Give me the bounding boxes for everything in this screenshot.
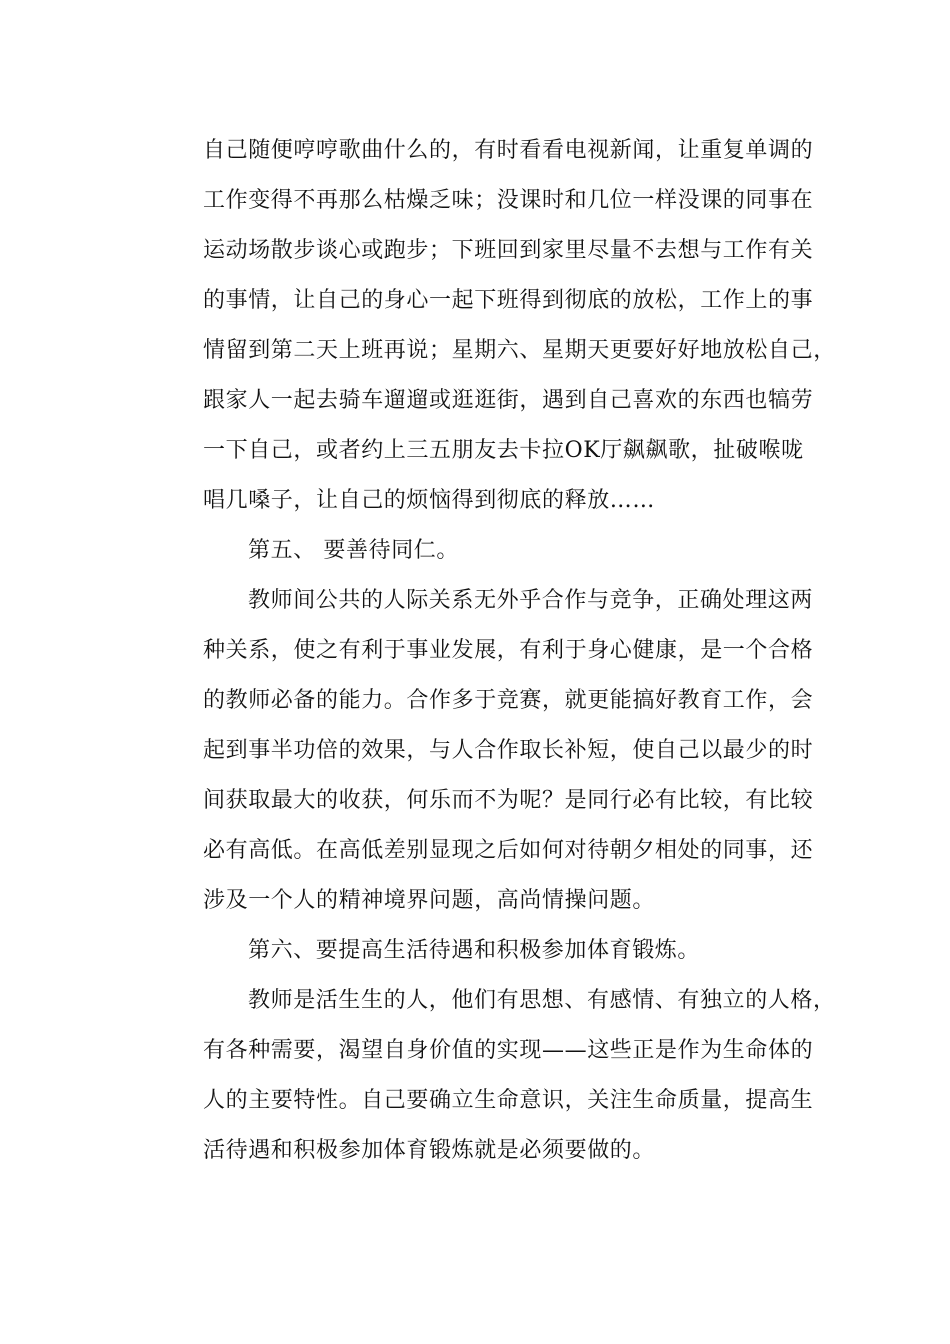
text-line: 涉及一个人的精神境界问题，高尚情操问题。 <box>203 888 656 913</box>
text-line: 一下自己，或者约上三五朋友去卡拉OK厅飙飙歌，扯破喉咙 <box>203 438 804 463</box>
text-line: 的教师必备的能力。合作多于竞赛，就更能搞好教育工作，会 <box>203 688 814 713</box>
text-line: 唱几嗓子，让自己的烦恼得到彻底的释放…… <box>203 488 656 513</box>
text-line: 跟家人一起去骑车遛遛或逛逛街，遇到自己喜欢的东西也犒劳 <box>203 388 814 413</box>
text-line: 教师是活生生的人，他们有思想、有感情、有独立的人格， <box>248 988 836 1013</box>
text-line: 人的主要特性。自己要确立生命意识，关注生命质量，提高生 <box>203 1088 814 1113</box>
section-heading: 第六、要提高生活待遇和积极参加体育锻炼。 <box>248 938 701 963</box>
text-line: 种关系，使之有利于事业发展，有利于身心健康，是一个合格 <box>203 638 814 663</box>
text-line: 自己随便哼哼歌曲什么的，有时看看电视新闻，让重复单调的 <box>203 138 814 163</box>
text-line: 的事情，让自己的身心一起下班得到彻底的放松，工作上的事 <box>203 288 814 313</box>
text-line: 有各种需要，渴望自身价值的实现——这些正是作为生命体的 <box>203 1038 814 1063</box>
text-line: 情留到第二天上班再说；星期六、星期天更要好好地放松自己， <box>203 338 836 363</box>
text-line: 教师间公共的人际关系无外乎合作与竞争，正确处理这两 <box>248 588 814 613</box>
text-line: 运动场散步谈心或跑步；下班回到家里尽量不去想与工作有关 <box>203 238 814 263</box>
section-heading: 第五、 要善待同仁。 <box>248 538 459 563</box>
text-line: 起到事半功倍的效果，与人合作取长补短，使自己以最少的时 <box>203 738 814 763</box>
text-line: 活待遇和积极参加体育锻炼就是必须要做的。 <box>203 1138 656 1163</box>
text-line: 间获取最大的收获，何乐而不为呢？是同行必有比较，有比较 <box>203 788 814 813</box>
text-line: 工作变得不再那么枯燥乏味；没课时和几位一样没课的同事在 <box>203 188 814 213</box>
text-line: 必有高低。在高低差别显现之后如何对待朝夕相处的同事，还 <box>203 838 814 863</box>
